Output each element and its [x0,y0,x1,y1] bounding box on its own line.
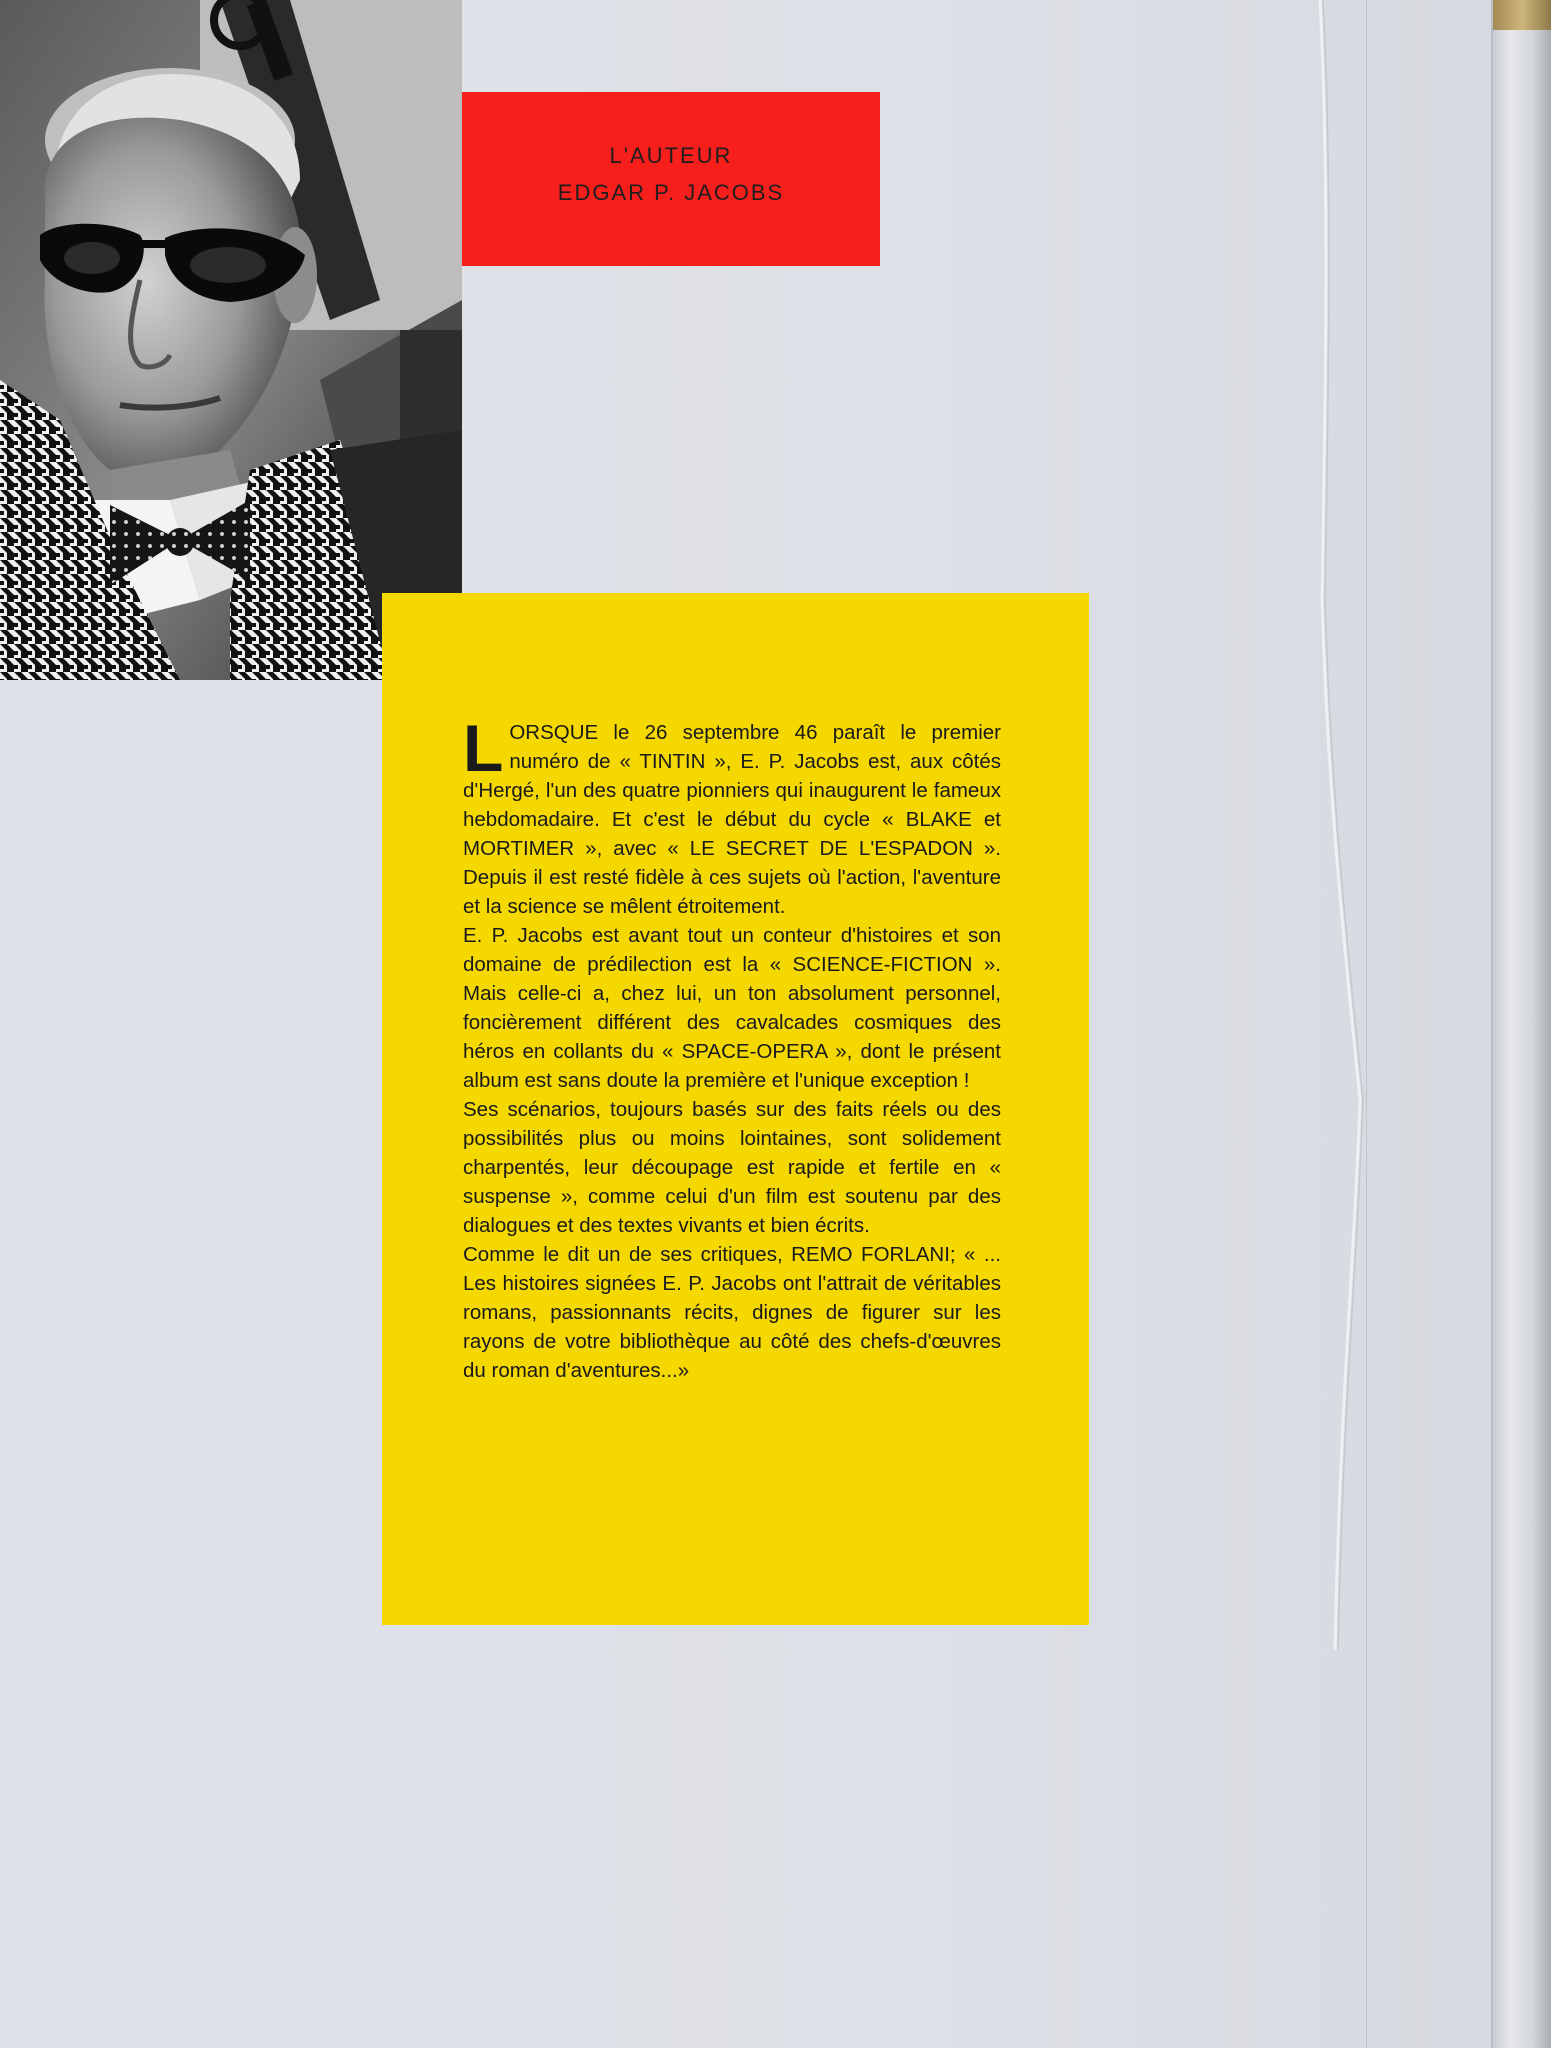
drop-cap: L [463,711,504,785]
biography-text [463,711,1001,1385]
author-portrait [0,0,462,680]
author-label: L'AUTEUR [609,143,733,168]
cover-crease [1300,0,1380,1700]
spine-top-edge [1493,0,1551,30]
bio-paragraph-2: E. P. Jacobs est avant tout un conteur d'histoires et son domaine de prédilection est la « SCIENCE-FICTION ». Mais celle-ci a, chez lui, un ton absolument personnel, foncièrement différent des cavalcades cosmiques des héros en collants du « SPACE-OPERA », dont le présent album est sans doute la première et l'unique exception ! [463,924,1001,1092]
bio-paragraph-1 [463,711,1001,921]
author-name: EDGAR P. JACOBS [557,180,785,205]
bio-paragraph-3: Ses scénarios, toujours basés sur des faits réels ou des possibilités plus ou moins lointaines, sont solidement charpentés, leur découpage est rapide et fertile en « suspense », comme celui d'un film est soutenu par des dialogues et des textes vivants et bien écrits. [463,1098,1001,1237]
author-portrait-photo [0,0,462,680]
book-spine [1491,0,1551,2048]
bio-paragraph-1-text: ORSQUE le 26 septembre 46 paraît le premier numéro de « TINTIN », E. P. Jacobs est, aux côtés d'Hergé, l'un des quatre pionniers qui inaugurent le fameux hebdomadaire. Et c'est le début du cycle « BLAKE et MORTIMER », avec « LE SECRET DE L'ESPADON ». Depuis il est resté fidèle à ces sujets où l'action, l'aventure et la science se mêlent étroitement. [463,721,1001,918]
bio-paragraph-4: Comme le dit un de ses critiques, REMO FORLANI; « ... Les histoires signées E. P. Jacobs ont l'attrait de véritables romans, passionnants récits, dignes de figurer sur les rayons de votre bibliothèque au côté des chefs-d'œuvres du roman d'aventures...» [463,1243,1001,1382]
biography-panel [382,593,1089,1625]
author-title-panel [462,92,880,266]
